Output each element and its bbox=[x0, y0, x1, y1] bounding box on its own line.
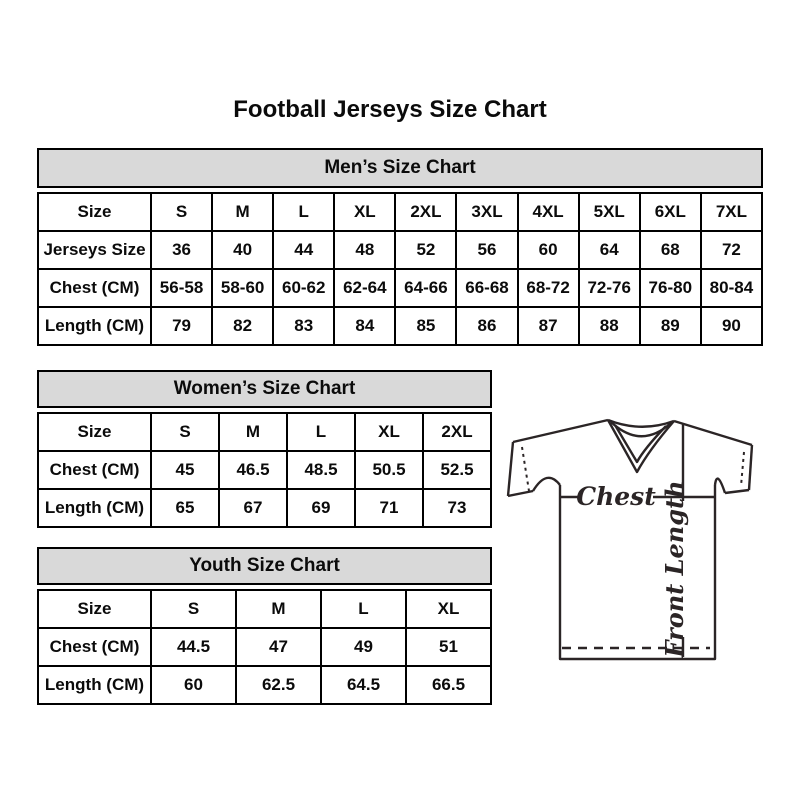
cell-value: 71 bbox=[355, 489, 423, 527]
youth-size-chart-section bbox=[37, 547, 492, 705]
cell-value: 83 bbox=[273, 307, 334, 345]
table-row bbox=[38, 628, 491, 666]
table-row bbox=[38, 269, 762, 307]
cell-value: 62.5 bbox=[236, 666, 321, 704]
cell-value: 62-64 bbox=[334, 269, 395, 307]
row-label: Chest (CM) bbox=[38, 451, 151, 489]
cell-value: S bbox=[151, 590, 236, 628]
cell-value: M bbox=[212, 193, 273, 231]
cell-value: 7XL bbox=[701, 193, 762, 231]
mens-chart-header: Men’s Size Chart bbox=[37, 148, 763, 188]
cell-value: 64.5 bbox=[321, 666, 406, 704]
cell-value: 46.5 bbox=[219, 451, 287, 489]
cell-value: 40 bbox=[212, 231, 273, 269]
cell-value: 68 bbox=[640, 231, 701, 269]
row-label: Size bbox=[38, 590, 151, 628]
cell-value: 88 bbox=[579, 307, 640, 345]
womens-chart-header: Women’s Size Chart bbox=[37, 370, 492, 408]
cell-value: 90 bbox=[701, 307, 762, 345]
jersey-diagram-svg bbox=[503, 406, 771, 674]
youth-chart-header: Youth Size Chart bbox=[37, 547, 492, 585]
cell-value: 64-66 bbox=[395, 269, 456, 307]
cell-value: 6XL bbox=[640, 193, 701, 231]
cell-value: 72 bbox=[701, 231, 762, 269]
cell-value: 58-60 bbox=[212, 269, 273, 307]
table-row bbox=[38, 666, 491, 704]
cell-value: 3XL bbox=[456, 193, 517, 231]
jersey-measurement-diagram bbox=[503, 406, 771, 674]
cell-value: 84 bbox=[334, 307, 395, 345]
cell-value: S bbox=[151, 193, 212, 231]
cell-value: S bbox=[151, 413, 219, 451]
jersey-right-shoulder-line bbox=[674, 421, 752, 445]
table-row bbox=[38, 231, 762, 269]
cell-value: 79 bbox=[151, 307, 212, 345]
cell-value: 51 bbox=[406, 628, 491, 666]
cell-value: 86 bbox=[456, 307, 517, 345]
cell-value: 36 bbox=[151, 231, 212, 269]
cell-value: 45 bbox=[151, 451, 219, 489]
cell-value: 66.5 bbox=[406, 666, 491, 704]
row-label: Jerseys Size bbox=[38, 231, 151, 269]
jersey-left-shoulder-line bbox=[513, 420, 608, 442]
table-row bbox=[38, 590, 491, 628]
mens-size-chart-section bbox=[37, 148, 763, 346]
cell-value: 69 bbox=[287, 489, 355, 527]
jersey-left-sleeve-bottom-line bbox=[508, 491, 533, 496]
chest-label: Chest bbox=[576, 482, 656, 511]
cell-value: 56-58 bbox=[151, 269, 212, 307]
cell-value: 48.5 bbox=[287, 451, 355, 489]
cell-value: 80-84 bbox=[701, 269, 762, 307]
cell-value: 67 bbox=[219, 489, 287, 527]
cell-value: 48 bbox=[334, 231, 395, 269]
cell-value: 73 bbox=[423, 489, 491, 527]
cell-value: 66-68 bbox=[456, 269, 517, 307]
cell-value: 60 bbox=[518, 231, 579, 269]
front-length-label: Front Length bbox=[660, 480, 689, 658]
row-label: Length (CM) bbox=[38, 489, 151, 527]
cell-value: 72-76 bbox=[579, 269, 640, 307]
cell-value: 50.5 bbox=[355, 451, 423, 489]
page-title: Football Jerseys Size Chart bbox=[233, 96, 547, 123]
left-sleeve-dashed-line bbox=[522, 447, 529, 491]
cell-value: 49 bbox=[321, 628, 406, 666]
cell-value: XL bbox=[355, 413, 423, 451]
cell-value: 89 bbox=[640, 307, 701, 345]
cell-value: 76-80 bbox=[640, 269, 701, 307]
cell-value: L bbox=[321, 590, 406, 628]
cell-value: 5XL bbox=[579, 193, 640, 231]
mens-chart-table bbox=[37, 192, 763, 346]
jersey-right-sleeve-bottom-line bbox=[725, 490, 749, 493]
cell-value: M bbox=[219, 413, 287, 451]
cell-value: M bbox=[236, 590, 321, 628]
cell-value: XL bbox=[406, 590, 491, 628]
cell-value: 47 bbox=[236, 628, 321, 666]
row-label: Size bbox=[38, 193, 151, 231]
cell-value: 65 bbox=[151, 489, 219, 527]
table-row bbox=[38, 193, 762, 231]
cell-value: 87 bbox=[518, 307, 579, 345]
womens-chart-table bbox=[37, 412, 492, 528]
cell-value: 56 bbox=[456, 231, 517, 269]
cell-value: 2XL bbox=[395, 193, 456, 231]
cell-value: 52 bbox=[395, 231, 456, 269]
row-label: Length (CM) bbox=[38, 666, 151, 704]
jersey-right-cuff-line bbox=[749, 445, 752, 490]
cell-value: L bbox=[273, 193, 334, 231]
jersey-right-underarm-curve bbox=[715, 479, 725, 493]
row-label: Length (CM) bbox=[38, 307, 151, 345]
cell-value: 44.5 bbox=[151, 628, 236, 666]
jersey-left-cuff-line bbox=[508, 442, 513, 496]
cell-value: 44 bbox=[273, 231, 334, 269]
cell-value: 60-62 bbox=[273, 269, 334, 307]
table-row bbox=[38, 451, 491, 489]
right-sleeve-dashed-line bbox=[741, 452, 744, 486]
cell-value: 52.5 bbox=[423, 451, 491, 489]
cell-value: 60 bbox=[151, 666, 236, 704]
row-label: Chest (CM) bbox=[38, 269, 151, 307]
jersey-left-underarm-curve bbox=[533, 478, 560, 491]
jersey-collar-top-arc bbox=[608, 420, 674, 427]
womens-size-chart-section bbox=[37, 370, 492, 528]
table-row bbox=[38, 413, 491, 451]
youth-chart-table bbox=[37, 589, 492, 705]
row-label: Chest (CM) bbox=[38, 628, 151, 666]
cell-value: 85 bbox=[395, 307, 456, 345]
cell-value: 64 bbox=[579, 231, 640, 269]
cell-value: 82 bbox=[212, 307, 273, 345]
row-label: Size bbox=[38, 413, 151, 451]
cell-value: 68-72 bbox=[518, 269, 579, 307]
table-row bbox=[38, 307, 762, 345]
cell-value: 4XL bbox=[518, 193, 579, 231]
cell-value: 2XL bbox=[423, 413, 491, 451]
cell-value: L bbox=[287, 413, 355, 451]
table-row bbox=[38, 489, 491, 527]
cell-value: XL bbox=[334, 193, 395, 231]
